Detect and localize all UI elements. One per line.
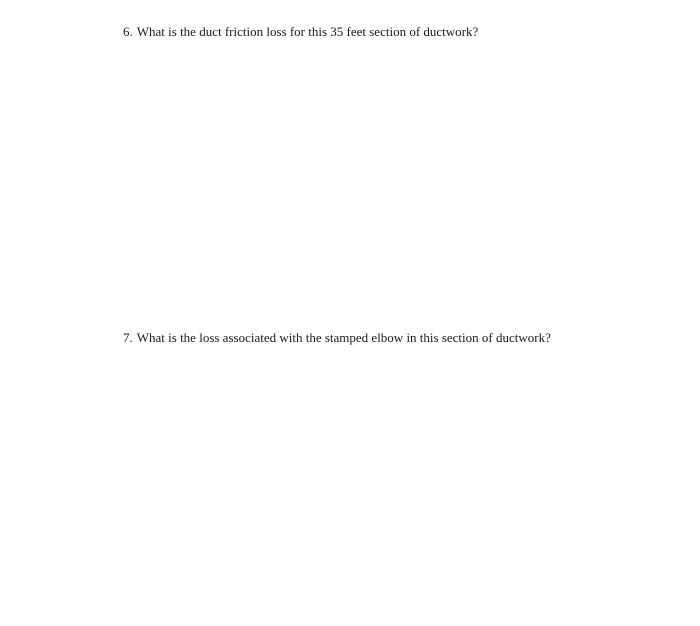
question-text: What is the loss associated with the stamped elbow in this section of ductwork? xyxy=(136,330,551,345)
question-text: What is the duct friction loss for this 35 feet section of ductwork? xyxy=(136,24,479,39)
question-6 xyxy=(123,24,478,40)
question-number: 6. xyxy=(123,24,133,39)
question-7 xyxy=(123,330,551,346)
question-number: 7. xyxy=(123,330,133,345)
